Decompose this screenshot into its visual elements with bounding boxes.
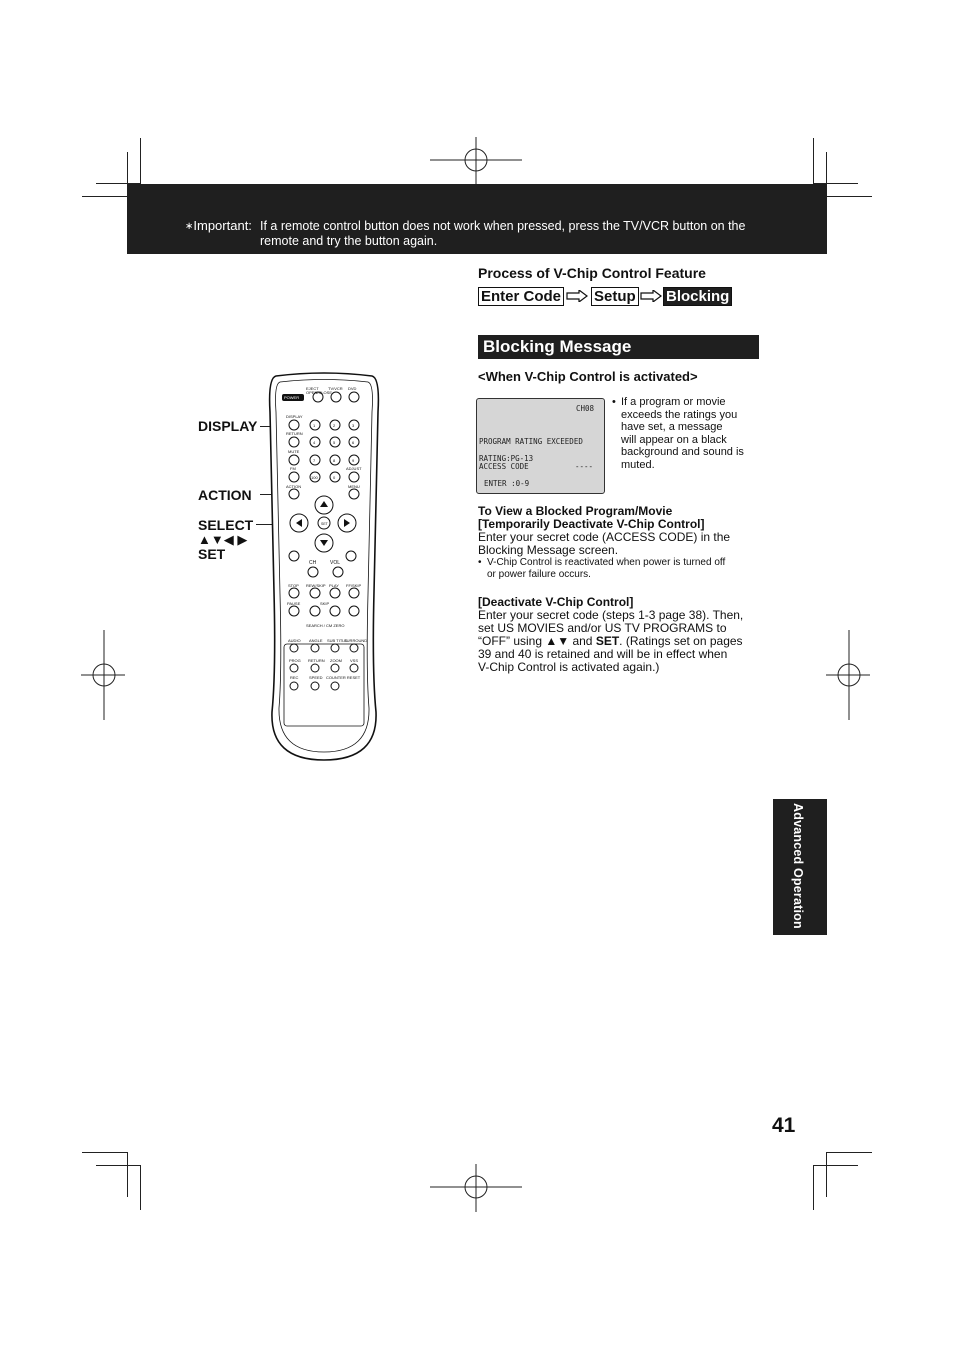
crop-mark <box>82 1152 127 1153</box>
important-line-2: remote and try the button again. <box>260 234 438 248</box>
remote-label: 9 <box>352 458 355 463</box>
remote-label: 8 <box>333 458 336 463</box>
bullet: • <box>478 557 482 568</box>
registration-mark <box>81 630 127 722</box>
side-tab-label: Advanced Operation <box>791 803 805 929</box>
remote-label: 2 <box>333 423 336 428</box>
remote-label: 1 <box>313 423 316 428</box>
screen-access-value: ---- <box>575 462 594 471</box>
important-lead: Important: <box>193 218 252 233</box>
deactivate-line-4: 39 and 40 is retained and will be in effect when <box>478 647 728 661</box>
remote-label: 100 <box>311 475 318 480</box>
deactivate-line-1: Enter your secret code (steps 1-3 page 38). Then, <box>478 608 744 622</box>
crop-mark <box>82 196 127 197</box>
important-note <box>185 218 785 248</box>
deactivate-line-2: set US MOVIES and/or US TV PROGRAMS to <box>478 621 727 635</box>
arrow-right-icon <box>566 290 588 302</box>
remote-label: 7 <box>313 458 316 463</box>
text: and <box>569 634 596 648</box>
remote-label: MENU <box>348 484 360 489</box>
remote-label: RETURN <box>286 431 303 436</box>
remote-label: 3 <box>352 423 355 428</box>
bullet-line: muted. <box>621 458 655 471</box>
step-setup: Setup <box>591 287 639 306</box>
remote-label: OPEN/CLOSE <box>306 390 333 395</box>
remote-label: 0 <box>333 475 336 480</box>
bullet: • <box>612 396 616 408</box>
crop-mark <box>813 1165 814 1210</box>
screen-enter: ENTER :0-9 <box>484 479 530 488</box>
crop-mark <box>826 1152 827 1197</box>
note-line-1: V-Chip Control is reactivated when power is turned off <box>487 557 726 568</box>
text: “OFF” using <box>478 634 546 648</box>
bullet-line: exceeds the ratings you <box>621 408 738 421</box>
remote-label: 5 <box>333 440 336 445</box>
remote-label: MUTE <box>288 449 300 454</box>
view-blocked-section <box>478 505 730 581</box>
screen-message: PROGRAM RATING EXCEEDED <box>479 437 583 446</box>
deactivate-heading: [Deactivate V-Chip Control] <box>478 595 634 609</box>
note-line-2: or power failure occurs. <box>487 569 591 580</box>
step-blocking: Blocking <box>663 287 732 306</box>
remote-label: PAUSE <box>287 601 301 606</box>
bullet-line: have set, a message <box>621 421 723 433</box>
remote-label: SET <box>321 522 328 526</box>
section-title <box>478 335 759 359</box>
crop-mark <box>96 1165 140 1166</box>
up-down-arrows-icon: ▲▼ <box>545 634 570 648</box>
remote-label: 6 <box>352 440 355 445</box>
remote-label: DVD <box>348 386 357 391</box>
remote-label: COUNTER RESET <box>326 675 361 680</box>
remote-label: REW/SKIP <box>306 583 326 588</box>
side-tab <box>773 799 827 935</box>
remote-label: 4 <box>313 440 316 445</box>
remote-label: AUDIO <box>288 638 301 643</box>
label-select: SELECT <box>198 517 254 533</box>
remote-control <box>266 372 382 764</box>
remote-label: VSS <box>350 658 359 663</box>
remote-label: SEARCH / CM ZERO <box>306 623 345 628</box>
crop-mark <box>827 196 872 197</box>
bullet-line: background and sound is <box>621 446 744 458</box>
page-number: 41 <box>772 1114 796 1137</box>
deactivate-section <box>478 596 743 674</box>
crop-mark <box>813 1165 858 1166</box>
remote-label: SUB TITLE <box>327 638 348 643</box>
remote-label: CH <box>309 560 317 566</box>
remote-label: SURROUND <box>344 638 368 643</box>
process-title: Process of V-Chip Control Feature <box>478 265 706 281</box>
label-set: SET <box>198 546 226 562</box>
registration-mark <box>430 137 524 187</box>
screen-channel: CH08 <box>576 404 595 413</box>
remote-label: POWER <box>284 395 300 400</box>
view-blocked-body-2: Blocking Message screen. <box>478 543 619 557</box>
remote-label: STOP <box>288 583 299 588</box>
crop-mark <box>140 1165 141 1210</box>
remote-label: EJECT <box>306 386 319 391</box>
crop-mark <box>127 1152 128 1197</box>
remote-label: ANGLE <box>309 638 323 643</box>
bullet-line: will appear on a black <box>621 433 727 446</box>
remote-label: FM <box>290 466 296 471</box>
section-subtitle: <When V-Chip Control is activated> <box>478 369 698 384</box>
step-enter-code: Enter Code <box>478 287 564 306</box>
remote-label: SPEED <box>309 675 323 680</box>
registration-mark <box>826 630 872 722</box>
bullet-line: If a program or movie <box>621 396 726 408</box>
label-action: ACTION <box>198 487 252 503</box>
blocking-message-screen <box>476 398 605 494</box>
remote-label: PLAY <box>329 583 339 588</box>
deactivate-line-5: V-Chip Control is activated again.) <box>478 660 660 674</box>
remote-label: FF/SKIP <box>346 583 362 588</box>
arrow-right-icon <box>640 290 662 302</box>
remote-label: SKIP <box>320 601 330 606</box>
screen-rating: RATING:PG-13 <box>479 454 534 463</box>
remote-label: ADJUST <box>346 466 362 471</box>
view-blocked-body-1: Enter your secret code (ACCESS CODE) in the <box>478 530 731 544</box>
view-blocked-heading-1: To View a Blocked Program/Movie <box>478 504 673 518</box>
registration-mark <box>430 1164 524 1214</box>
remote-label: ZOOM <box>330 658 342 663</box>
remote-label: PROG <box>289 658 301 663</box>
text: . (Ratings set on pages <box>619 634 743 648</box>
process-flow <box>478 287 738 307</box>
remote-label: DISPLAY <box>286 414 303 419</box>
set-keyword: SET <box>595 634 620 648</box>
remote-label: REC <box>290 675 299 680</box>
remote-label: TV/VCR <box>328 386 343 391</box>
section-title-text: Blocking Message <box>483 337 632 356</box>
label-display: DISPLAY <box>198 418 258 434</box>
remote-label: RETURN <box>308 658 325 663</box>
screen-access-label: ACCESS CODE <box>479 462 529 471</box>
remote-label: ACTION <box>286 484 302 489</box>
remote-label: VOL <box>330 560 341 566</box>
star-icon: ∗ <box>185 221 194 232</box>
important-line-1: If a remote control button does not work when pressed, press the TV/VCR button on the <box>260 219 746 233</box>
crop-mark <box>827 1152 872 1153</box>
view-blocked-note <box>478 557 730 569</box>
label-select-arrows: ▲▼◀ ▶ <box>198 532 248 547</box>
view-blocked-heading-2: [Temporarily Deactivate V-Chip Control] <box>478 517 705 531</box>
